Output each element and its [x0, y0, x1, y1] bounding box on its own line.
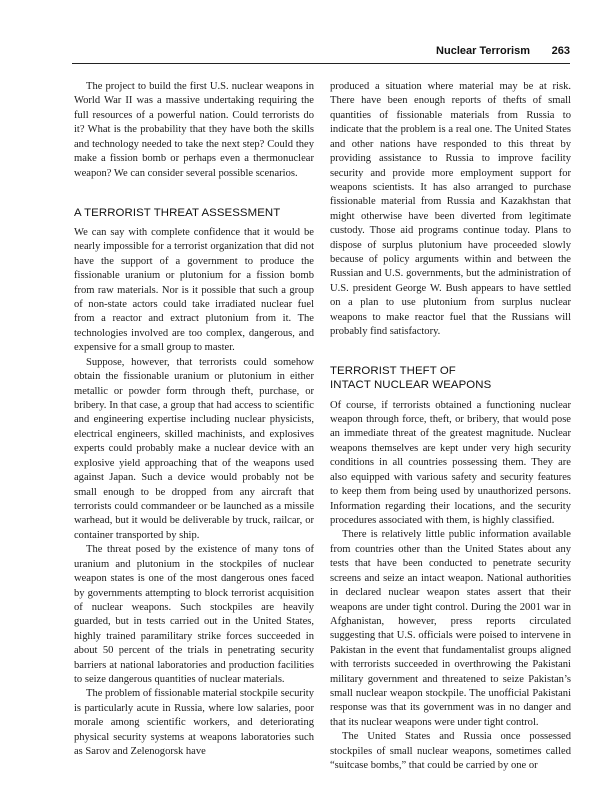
running-head: [72, 44, 570, 64]
carryover-paragraph: produced a situation where material may be at risk. There have been enough reports of thefts of small quantities of fissionable materials from Russia to indicate that the problem is a real one. The United States and other nations have responded to this threat by providing assistance to Russia to improve facility security and provide more employment support for weapons scientists. It has also arranged to purchase fissionable material from Russia and Kazakhstan that might otherwise have been diverted from legitimate custody. Those aid programs continue today. Plans to dispose of surplus plutonium have proceeded slowly because of policy arguments within and between the Russian and U.S. governments, but the administration of U.S. president George W. Bush appears to have settled on a plan to use plutonium from surplus nuclear weapons to make reactor fuel that the Russians will probably find satisfactory.: [330, 81, 571, 338]
paragraph: The United States and Russia once possessed stockpiles of small nuclear weapons, sometimes called “suitcase bombs,” that could be carried by one or: [330, 731, 571, 772]
page-number: 263: [551, 45, 570, 57]
paragraph: The problem of fissionable material stockpile security is particularly acute in Russia, where low salaries, poor morale among scientific workers, and deteriorating physical security systems at weapons laboratories such as Sarov and Zelenogorsk have: [74, 688, 314, 758]
paragraph: We can say with complete confidence that it would be nearly impossible for a terrorist organization that did not have the support of a government to produce the fissionable uranium or plutonium for a fission bomb from raw materials. Nor is it possible that such a group of non-state actors could take irradiated nuclear fuel from a reactor and extract plutonium from it. The technologies involved are too complex, dangerous, and expensive for a small group to master.: [74, 226, 314, 354]
heading-line: TERRORIST THEFT OF: [330, 364, 456, 377]
intro-paragraph: The project to build the first U.S. nuclear weapons in World War II was a massive undertaking requiring the full resources of a powerful nation. Could terrorists do it? What is the probability that they have both the skills and technology needed to take the next step? Could they make a fission bomb or perhaps even a thermonuclear weapon? We can consider several possible scenarios.: [74, 81, 314, 179]
right-column: [330, 80, 571, 774]
paragraph: The threat posed by the existence of many tons of uranium and plutonium in the stockpiles of nuclear weapon states is one of the most dangerous ones faced by governments attempting to block terrorist acquisition of nuclear weapons. Such stockpiles are heavily guarded, but in tests carried out in the United States, highly trained paramilitary strike forces succeeded in about 50 percent of the trials in penetrating security barriers at national laboratories and production facilities to seize dangerous quantities of nuclear materials.: [74, 544, 314, 686]
paragraph: There is relatively little public information available from countries other than the United States about any tests that have been conducted to penetrate security screens and seize an intact weapon. National authorities in declared nuclear weapon states assert that their weapons are under tight control. During the 2001 war in Afghanistan, however, press reports circulated suggesting that U.S. officials were poised to intervene in Pakistan in the event that fundamentalist groups aligned with terrorists succeeded in overthrowing the Pakistani military government and threatened to seize Pakistan’s small nuclear weapon stockpile. The unofficial Pakistani response was that its government was in no danger and that its nuclear weapons were under tight control.: [330, 529, 571, 728]
section-heading-theft-of-weapons: [330, 364, 571, 392]
paragraph: Of course, if terrorists obtained a functioning nuclear weapon through force, theft, or bribery, that would pose an immediate threat of the greatest magnitude. Nuclear weapons themselves are kept under very high security conditions in all countries possessing them. They are also equipped with various safety and security features to keep them from being used by unauthorized persons. Information regarding their locations, and the security procedures associated with them, is highly classified.: [330, 399, 571, 526]
left-column: [74, 80, 314, 760]
running-head-title: Nuclear Terrorism: [436, 45, 530, 57]
paragraph: Suppose, however, that terrorists could somehow obtain the fissionable uranium or plutonium in either metallic or powder form through theft, purchase, or bribery. In that case, a group that had access to scientific and engineering expertise including nuclear physicists, electrical engineers, skilled machinists, and explosives experts could probably make a nuclear device with an explosive yield approaching that of the weapons used against Japan. Such a device would probably not be small enough to be dropped from any aircraft that terrorists could commandeer or be launched as a missile warhead, but it would be deliverable by truck, railcar, or container transported by ship.: [74, 356, 314, 541]
section-heading-threat-assessment: A TERRORIST THREAT ASSESSMENT: [74, 206, 281, 219]
heading-line: INTACT NUCLEAR WEAPONS: [330, 378, 492, 391]
